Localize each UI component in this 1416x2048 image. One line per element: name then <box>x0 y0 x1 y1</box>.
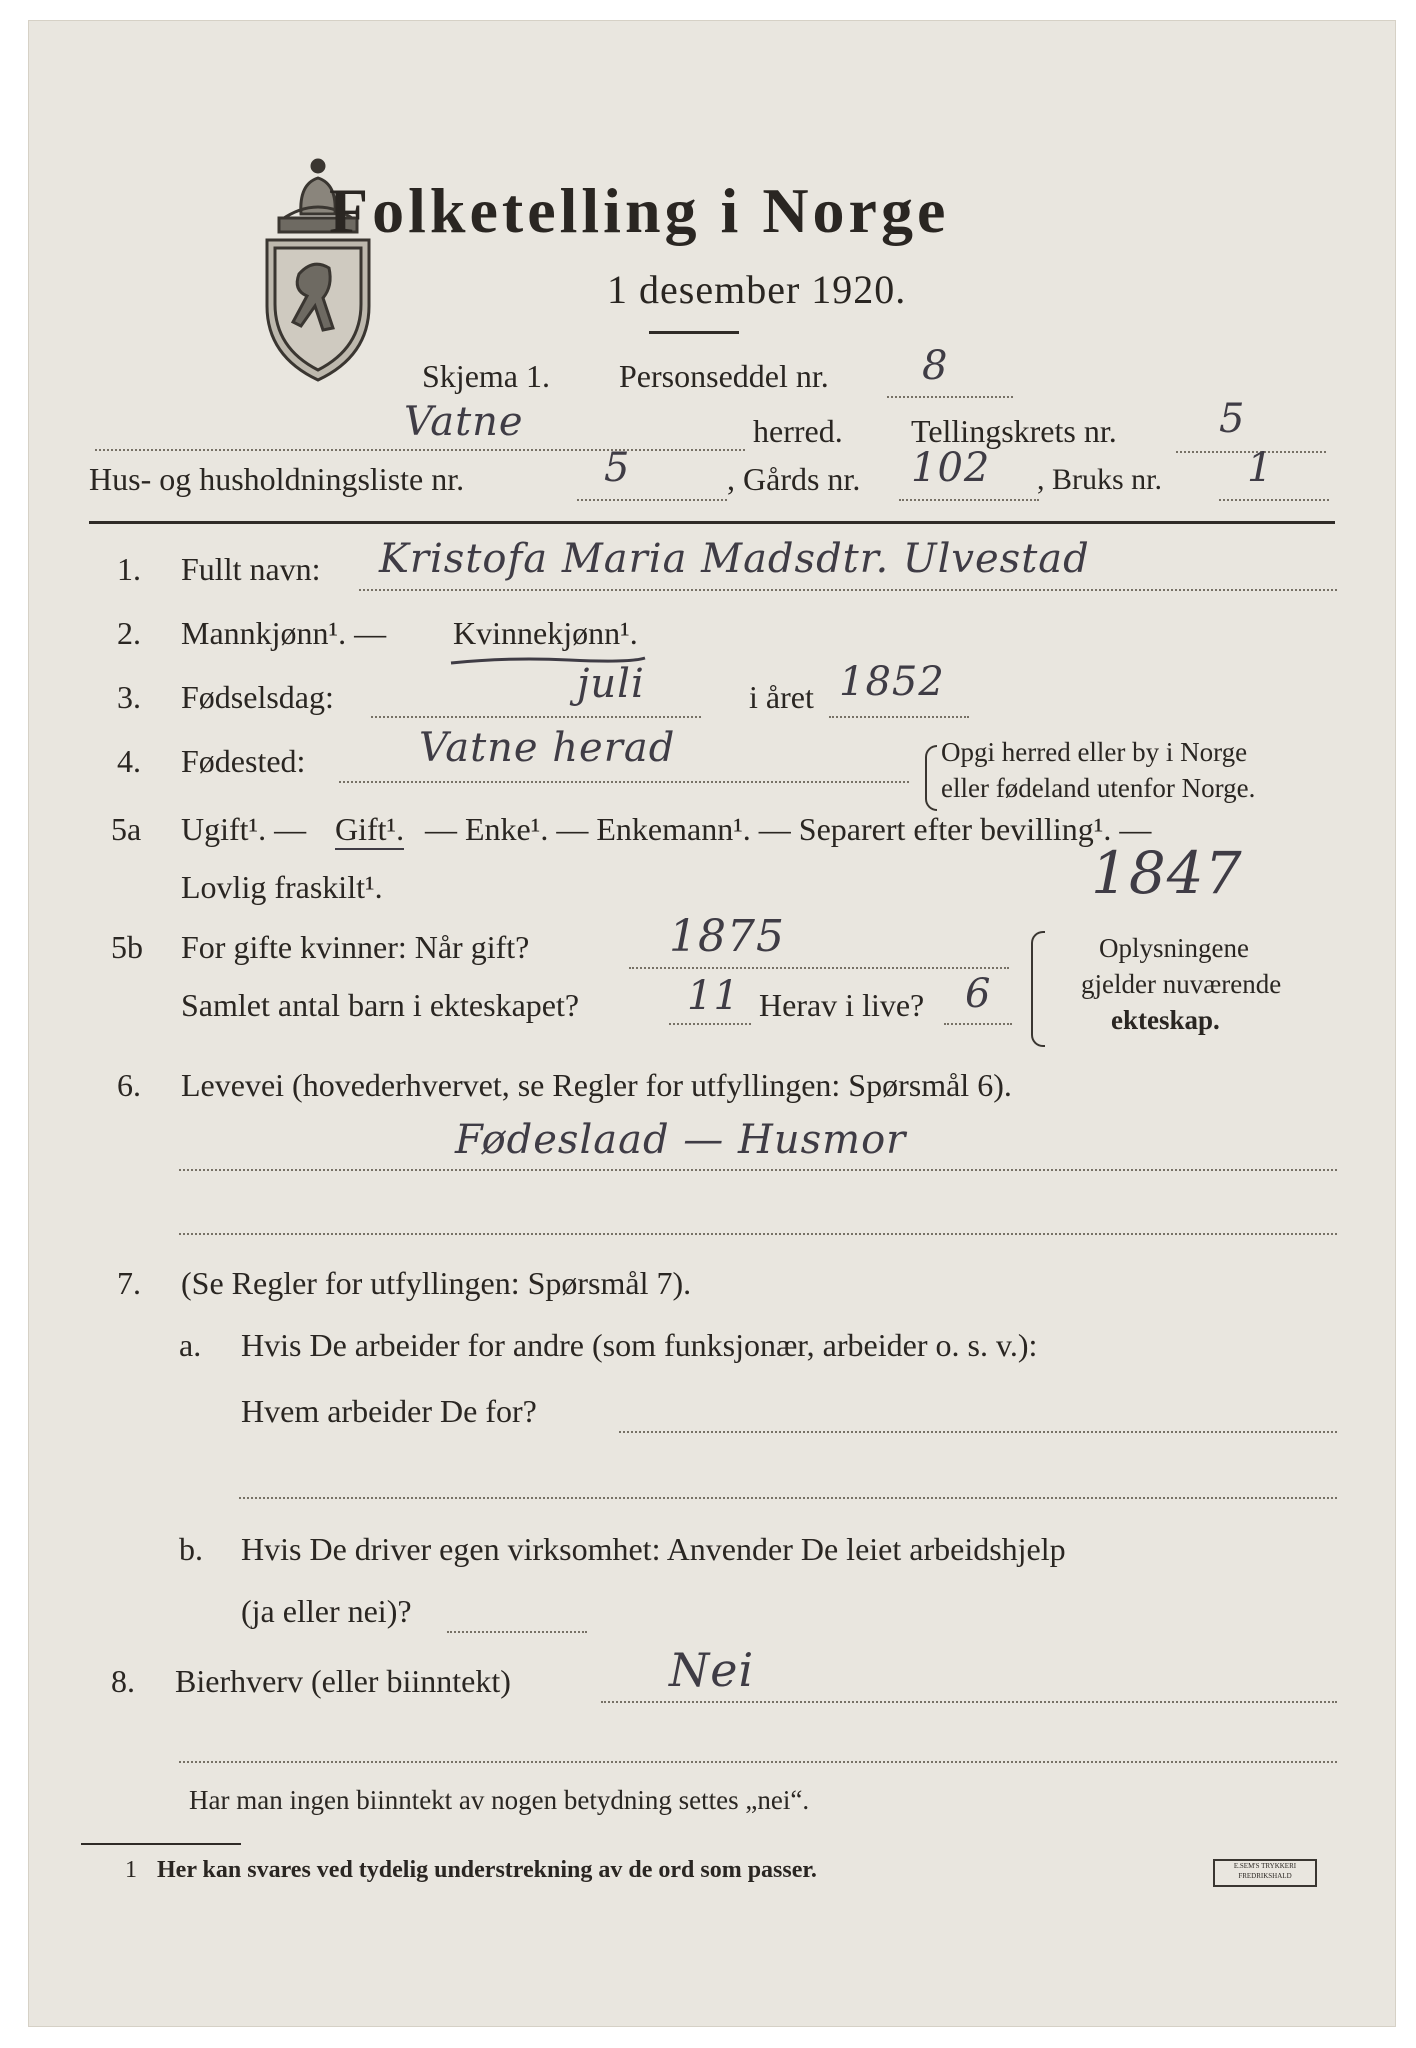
q6-line-1 <box>179 1169 1337 1171</box>
gards-line <box>899 499 1039 501</box>
personseddel-value: 8 <box>922 343 949 389</box>
q5b-children-value: 11 <box>687 973 740 1019</box>
q4-value: Vatne herad <box>419 725 676 771</box>
census-form <box>28 20 1396 2027</box>
q5b-label: For gifte kvinner: Når gift? <box>181 929 530 965</box>
q3-label: Fødselsdag: <box>181 679 334 715</box>
footnote-number: 1 <box>125 1857 137 1883</box>
census-date: 1 desember 1920. <box>607 267 907 312</box>
q7a-answer-line <box>619 1431 1337 1433</box>
q3-year-label: i året <box>749 679 814 715</box>
q6-line-2 <box>179 1233 1337 1235</box>
q7a-answer-line-2 <box>239 1497 1337 1499</box>
footer-note: Har man ingen biinntekt av nogen betydning settes „nei“. <box>189 1785 810 1815</box>
bruks-value: 1 <box>1247 445 1274 491</box>
q7-label: (Se Regler for utfyllingen: Spørsmål 7). <box>181 1265 692 1301</box>
q5a-line2: Lovlig fraskilt¹. <box>181 869 383 905</box>
footnote-text: Her kan svares ved tydelig understrekning av de ord som passer. <box>157 1857 817 1883</box>
q5b-children-label: Samlet antal barn i ekteskapet? <box>181 987 580 1023</box>
q1-line <box>359 589 1337 591</box>
q1-label: Fullt navn: <box>181 551 321 587</box>
q6-label: Levevei (hovederhvervet, se Regler for utfyllingen: Spørsmål 6). <box>181 1067 1012 1103</box>
q8-line <box>601 1701 1337 1703</box>
q1-value: Kristofa Maria Madsdtr. Ulvestad <box>379 536 1090 582</box>
q3-year-line <box>829 716 969 718</box>
herred-value: Vatne <box>404 399 524 445</box>
q5a-number: 5a <box>111 811 142 847</box>
hus-label: Hus- og husholdningsliste nr. <box>89 461 465 497</box>
q5b-value: 1875 <box>669 911 785 962</box>
q3-value: juli <box>577 661 645 707</box>
q5b-note-3: ekteskap. <box>1111 1005 1220 1035</box>
q5b-line <box>629 967 1009 969</box>
q5a-rest: — Enke¹. — Enkemann¹. — Separert efter bevilling¹. — <box>425 811 1152 847</box>
printer-stamp <box>1213 1859 1317 1887</box>
q6-value: Fødeslaad — Husmor <box>455 1117 907 1163</box>
q4-note-1: Opgi herred eller by i Norge <box>941 737 1248 767</box>
q8-line-2 <box>179 1761 1337 1763</box>
q7-number: 7. <box>117 1265 141 1301</box>
stamp-line-2: FREDRIKSHALD <box>1238 1872 1292 1880</box>
personseddel-line <box>887 396 1013 398</box>
q8-number: 8. <box>111 1663 135 1699</box>
bruks-line <box>1219 499 1329 501</box>
q5b-note-1: Oplysningene <box>1099 933 1249 963</box>
q4-brace <box>925 745 937 811</box>
q7a-line2: Hvem arbeider De for? <box>241 1393 537 1429</box>
title-divider <box>649 331 739 334</box>
q6-number: 6. <box>117 1067 141 1103</box>
q2-female: Kvinnekjønn <box>453 615 621 651</box>
q5a-ugift: Ugift¹. — <box>181 811 307 847</box>
q8-value: Nei <box>669 1643 755 1697</box>
footnote-rule <box>81 1843 241 1845</box>
q2-female-group: Kvinnekjønn¹. <box>453 615 638 651</box>
q5b-alive-line <box>944 1023 1012 1025</box>
q5b-alive-label: Herav i live? <box>759 987 925 1023</box>
q4-note-2: eller fødeland utenfor Norge. <box>941 773 1256 803</box>
q1-number: 1. <box>117 551 141 587</box>
q3-year-value: 1852 <box>839 659 945 705</box>
hus-line <box>577 499 727 501</box>
herred-line <box>95 449 745 451</box>
q5b-brace <box>1031 931 1045 1047</box>
q8-label: Bierhverv (eller biinntekt) <box>175 1663 511 1699</box>
q5a-gift: Gift¹. <box>335 811 404 850</box>
stamp-line-1: E.SEM'S TRYKKERI <box>1233 1862 1297 1870</box>
hus-value: 5 <box>604 445 631 491</box>
q7b-line2: (ja eller nei)? <box>241 1593 412 1629</box>
q3-line <box>371 716 701 718</box>
bruks-label: , Bruks nr. <box>1037 463 1163 496</box>
q4-label: Fødested: <box>181 743 306 779</box>
header-rule <box>89 521 1335 524</box>
q7b-letter: b. <box>179 1531 203 1567</box>
herred-label: herred. <box>753 413 843 449</box>
q3-number: 3. <box>117 679 141 715</box>
q5b-note-2: gjelder nuværende <box>1081 969 1282 999</box>
q2-number: 2. <box>117 615 141 651</box>
q2-male: Mannkjønn¹. — <box>181 615 387 651</box>
q5b-alive-value: 6 <box>965 971 992 1017</box>
form-title: Folketelling i Norge <box>329 175 950 246</box>
personseddel-label: Personseddel nr. <box>619 358 829 394</box>
gards-value: 102 <box>911 445 991 491</box>
q5a-margin-note: 1847 <box>1091 839 1243 907</box>
q4-line <box>339 781 909 783</box>
q5b-children-line <box>669 1023 751 1025</box>
q7b-answer-line <box>447 1631 587 1633</box>
q4-number: 4. <box>117 743 141 779</box>
skjema-label: Skjema 1. <box>422 358 550 394</box>
tellingskrets-label: Tellingskrets nr. <box>911 413 1117 449</box>
q7a-letter: a. <box>179 1327 202 1363</box>
q5b-number: 5b <box>111 929 143 965</box>
q7b-line1: Hvis De driver egen virksomhet: Anvender De leiet arbeidshjelp <box>241 1531 1066 1567</box>
q7a-line1: Hvis De arbeider for andre (som funksjonær, arbeider o. s. v.): <box>241 1327 1038 1363</box>
tellingskrets-value: 5 <box>1219 396 1246 442</box>
gards-label: , Gårds nr. <box>727 461 861 497</box>
